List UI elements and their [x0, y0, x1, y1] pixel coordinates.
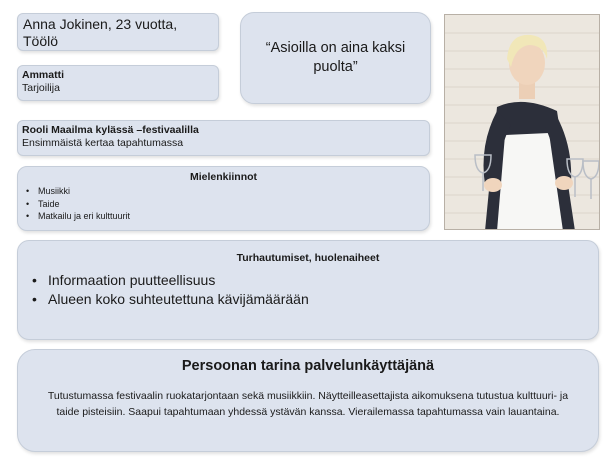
frustration-item: • Informaation puutteellisuus	[30, 271, 309, 290]
role-label: Rooli Maailma kylässä –festivaalilla	[22, 124, 199, 136]
story-box	[17, 349, 599, 452]
story-text: Tutustumassa festivaalin ruokatarjontaan sekä musiikkiin. Näytteilleasettajista aikomuksena tutustua kulttuuri- ja taide pisteisiin. Saapui tapahtumaan yhdessä ystävän kanssa. Vierailemassa tapahtumassa vain lauantaina.	[47, 390, 569, 418]
frustrations-list	[30, 271, 309, 309]
frustrations-box	[17, 240, 599, 340]
persona-name: Anna Jokinen, 23 vuotta,	[23, 16, 178, 32]
story-title: Persoonan tarina palvelunkäyttäjänä	[181, 358, 435, 374]
interest-item: • Musiikki	[26, 185, 130, 198]
interests-box	[17, 166, 430, 231]
persona-location: Töölö	[23, 33, 59, 49]
occupation-label: Ammatti	[22, 69, 65, 81]
occupation-box	[17, 65, 219, 101]
frustration-item: • Alueen koko suhteutettuna kävijämäärään	[30, 290, 309, 309]
persona-quote-box	[240, 12, 431, 104]
occupation-value: Tarjoilija	[22, 82, 60, 94]
persona-photo-illustration	[445, 15, 600, 230]
frustrations-title: Turhautumiset, huolenaiheet	[236, 252, 380, 264]
interests-list	[26, 185, 130, 223]
persona-quote: “Asioilla on aina kaksi puolta”	[265, 40, 406, 75]
interests-title: Mielenkiinnot	[189, 171, 258, 183]
interest-item: • Taide	[26, 198, 130, 211]
persona-photo	[444, 14, 600, 230]
interest-item: • Matkailu ja eri kulttuurit	[26, 210, 130, 223]
role-value: Ensimmäistä kertaa tapahtumassa	[22, 137, 184, 149]
persona-name-box	[17, 13, 219, 51]
role-box	[17, 120, 430, 156]
